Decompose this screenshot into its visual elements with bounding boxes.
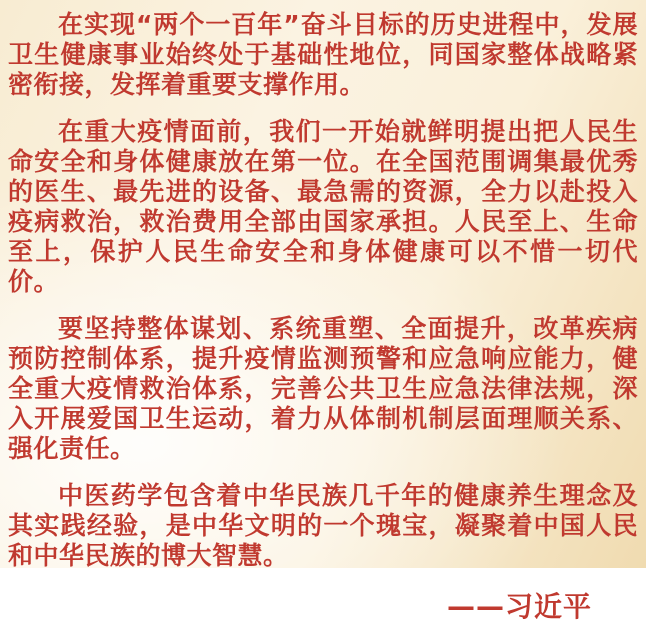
quote-paragraph-2: 在重大疫情面前，我们一开始就鲜明提出把人民生命安全和身体健康放在第一位。在全国范围调集最优秀的医生、最先进的设备、最急需的资源，全力以赴投入疫病救治，救治费用全部由国家承担。人民至上、生命至上，保护人民生命安全和身体健康可以不惜一切代价。 bbox=[8, 117, 638, 296]
quote-paragraph-4: 中医药学包含着中华民族几千年的健康养生理念及其实践经验，是中华文明的一个瑰宝，凝聚着中国人民和中华民族的博大智慧。 bbox=[8, 481, 638, 570]
attribution-signature: ——习近平 bbox=[446, 590, 592, 623]
quote-paragraph-1: 在实现“两个一百年”奋斗目标的历史进程中，发展卫生健康事业始终处于基础性地位，同国家整体战略紧密衔接，发挥着重要支撑作用。 bbox=[8, 10, 638, 99]
quote-paragraph-3: 要坚持整体谋划、系统重塑、全面提升，改革疾病预防控制体系，提升疫情监测预警和应急响应能力，健全重大疫情救治体系，完善公共卫生应急法律法规，深入开展爱国卫生运动，着力从体制机制层面理顺关系、强化责任。 bbox=[8, 314, 638, 463]
